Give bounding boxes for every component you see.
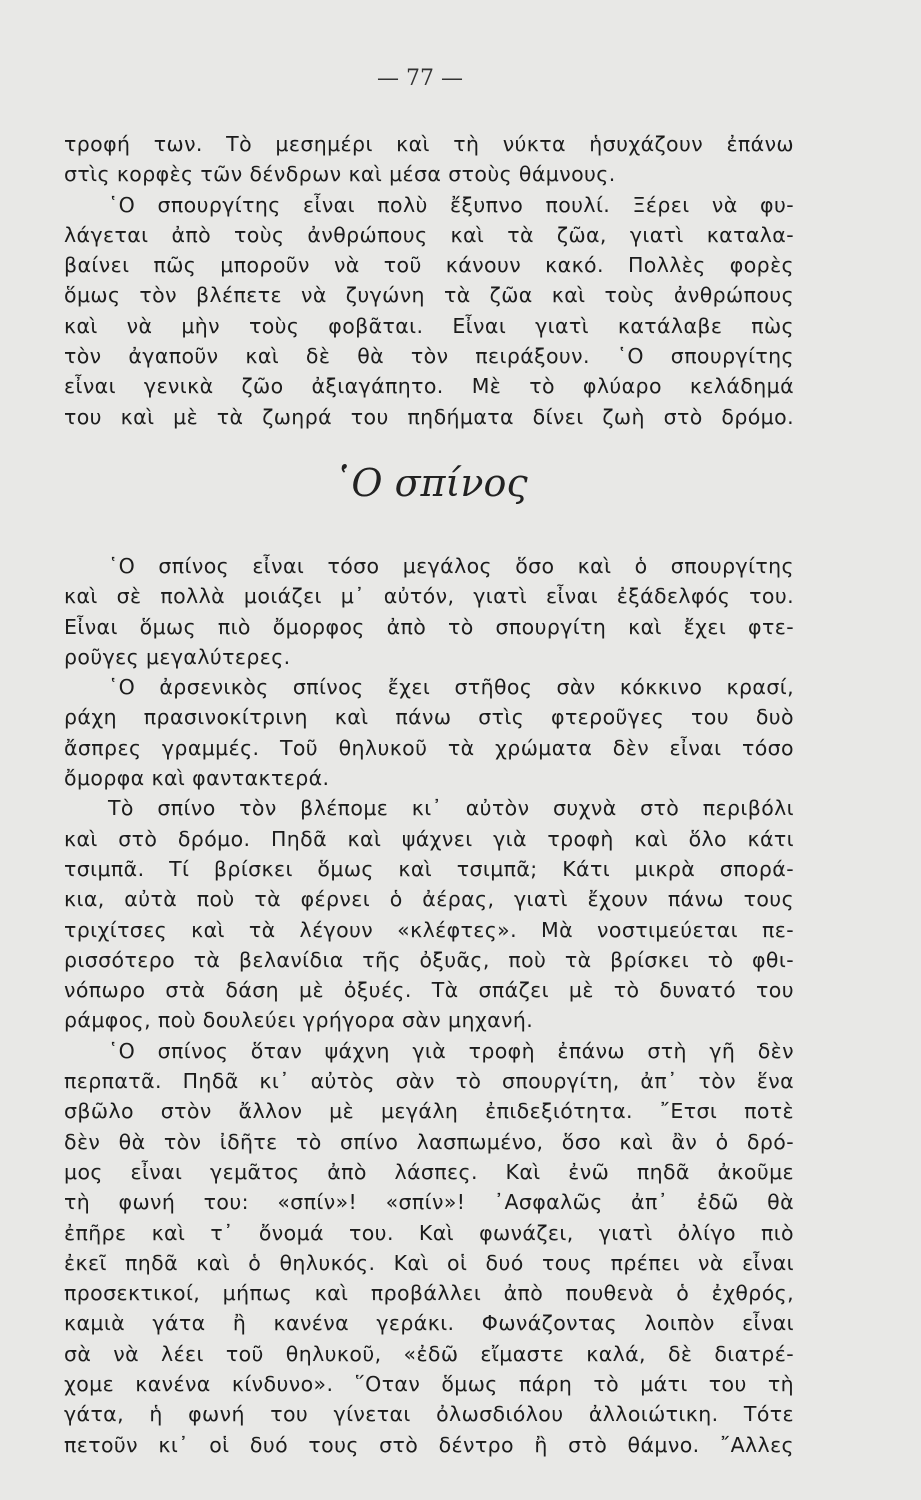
text-line: ράχη πρασινοκίτρινη καὶ πάνω στὶς φτεροῦγες του δυὸ xyxy=(64,705,794,730)
text-line: καὶ νὰ μὴν τοὺς φοβᾶται. Εἶναι γιατὶ κατάλαβε πὼς xyxy=(64,313,794,338)
text-line: δὲν θὰ τὸν ἰδῆτε τὸ σπίνο λασπωμένο, ὅσο καὶ ἂν ὁ δρό- xyxy=(64,1129,794,1154)
text-line: ρισσότερο τὰ βελανίδια τῆς ὀξυᾶς, ποὺ τὰ βρίσκει τὸ φθι- xyxy=(64,947,794,972)
text-line: μος εἶναι γεμᾶτος ἀπὸ λάσπες. Καὶ ἐνῶ πηδᾶ ἀκοῦμε xyxy=(64,1159,794,1184)
text-line: σβῶλο στὸν ἄλλον μὲ μεγάλη ἐπιδεξιότητα. ῎Ετσι ποτὲ xyxy=(64,1099,794,1124)
text-line: νόπωρο στὰ δάση μὲ ὀξυές. Τὰ σπάζει μὲ τὸ δυνατό του xyxy=(64,978,794,1003)
text-line: Τὸ σπίνο τὸν βλέπομε κι᾽ αὐτὸν συχνὰ στὸ περιβόλι xyxy=(108,796,794,821)
text-line: ῾Ο ἀρσενικὸς σπίνος ἔχει στῆθος σὰν κόκκινο κρασί, xyxy=(108,675,794,700)
text-line: περπατᾶ. Πηδᾶ κι᾽ αὐτὸς σὰν τὸ σπουργίτη, ἀπ᾽ τὸν ἕνα xyxy=(64,1069,794,1094)
paragraph-block-finch xyxy=(64,551,794,1460)
text-line: προσεκτικοί, μήπως καὶ προβάλλει ἀπὸ πουθενὰ ὁ ἐχθρός, xyxy=(64,1281,794,1306)
text-line: κια, αὐτὰ ποὺ τὰ φέρνει ὁ ἀέρας, γιατὶ ἔχουν πάνω τους xyxy=(64,887,794,912)
text-line: τὴ φωνή του: «σπίν»! «σπίν»! ᾽Ασφαλῶς ἀπ᾽ ἐδῶ θὰ xyxy=(64,1190,794,1215)
section-heading: ῾Ο σπίνος xyxy=(332,461,528,505)
text-line: γάτα, ἡ φωνή του γίνεται ὀλωσδιόλου ἀλλοιώτικη. Τότε xyxy=(64,1402,794,1427)
text-line: στὶς κορφὲς τῶν δένδρων καὶ μέσα στοὺς θάμνους. xyxy=(64,162,616,187)
text-line: χομε κανένα κίνδυνο». ῞Οταν ὅμως πάρη τὸ μάτι του τὴ xyxy=(64,1372,794,1397)
text-line: ροῦγες μεγαλύτερες. xyxy=(64,644,291,669)
text-line: ἐπῆρε καὶ τ᾽ ὄνομά του. Καὶ φωνάζει, γιατὶ ὀλίγο πιὸ xyxy=(64,1220,794,1245)
text-line: σὰ νὰ λέει τοῦ θηλυκοῦ, «ἐδῶ εἴμαστε καλά, δὲ διατρέ- xyxy=(64,1341,794,1366)
text-line: ῾Ο σπίνος εἶναι τόσο μεγάλος ὅσο καὶ ὁ σπουργίτης xyxy=(108,554,794,578)
text-line: ὄμορφα καὶ φαντακτερά. xyxy=(64,766,330,791)
text-line: ἄσπρες γραμμές. Τοῦ θηλυκοῦ τὰ χρώματα δὲν εἶναι τόσο xyxy=(64,735,794,760)
text-line: εἶναι γενικὰ ζῶο ἀξιαγάπητο. Μὲ τὸ φλύαρο κελάδημά xyxy=(64,374,794,399)
text-line: ῾Ο σπουργίτης εἶναι πολὺ ἔξυπνο πουλί. Ξέρει νὰ φυ- xyxy=(108,192,794,217)
text-line: τροφή των. Τὸ μεσημέρι καὶ τὴ νύκτα ἡσυχάζουν ἐπάνω xyxy=(64,132,794,156)
paragraph-block-sparrow xyxy=(64,129,794,432)
text-line: τριχίτσες καὶ τὰ λέγουν «κλέφτες». Μὰ νοστιμεύεται πε- xyxy=(64,917,794,942)
text-line: βαίνει πῶς μποροῦν νὰ τοῦ κάνουν κακό. Πολλὲς φορὲς xyxy=(64,253,794,278)
text-line: καμιὰ γάτα ἢ κανένα γεράκι. Φωνάζοντας λοιπὸν εἶναι xyxy=(64,1311,794,1336)
text-line: καὶ στὸ δρόμο. Πηδᾶ καὶ ψάχνει γιὰ τροφὴ καὶ ὅλο κάτι xyxy=(64,826,794,851)
text-line: πετοῦν κι᾽ οἱ δυό τους στὸ δέντρο ἢ στὸ θάμνο. ῎Αλλες xyxy=(64,1432,794,1457)
text-line: τὸν ἀγαποῦν καὶ δὲ θὰ τὸν πειράξουν. ῾Ο σπουργίτης xyxy=(64,344,794,369)
text-line: του καὶ μὲ τὰ ζωηρά του πηδήματα δίνει ζωὴ στὸ δρόμο. xyxy=(64,404,794,429)
text-line: λάγεται ἀπὸ τοὺς ἀνθρώπους καὶ τὰ ζῶα, γιατὶ καταλα- xyxy=(64,222,794,247)
text-line: ἐκεῖ πηδᾶ καὶ ὁ θηλυκός. Καὶ οἱ δυό τους πρέπει νὰ εἶναι xyxy=(64,1250,794,1275)
text-line: ῾Ο σπίνος ὅταν ψάχνη γιὰ τροφὴ ἐπάνω στὴ γῆ δὲν xyxy=(108,1038,794,1063)
text-line: καὶ σὲ πολλὰ μοιάζει μ᾽ αὐτόν, γιατὶ εἶναι ἐξάδελφός του. xyxy=(64,584,794,609)
text-line: τσιμπᾶ. Τί βρίσκει ὅμως καὶ τσιμπᾶ; Κάτι μικρὰ σπορά- xyxy=(64,856,794,881)
text-line: ράμφος, ποὺ δουλεύει γρήγορα σὰν μηχανή. xyxy=(64,1008,534,1033)
text-line: ὅμως τὸν βλέπετε νὰ ζυγώνη τὰ ζῶα καὶ τοὺς ἀνθρώπους xyxy=(64,283,794,308)
text-line: Εἶναι ὅμως πιὸ ὄμορφος ἀπὸ τὸ σπουργίτη καὶ ἔχει φτε- xyxy=(64,614,794,639)
page-number: — 77 — xyxy=(377,66,463,91)
